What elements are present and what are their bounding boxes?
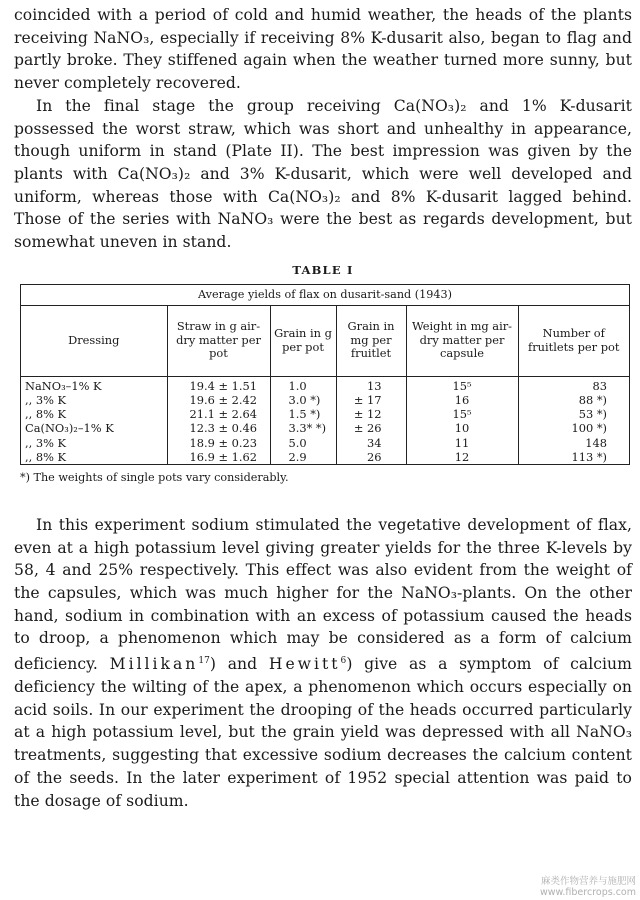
- document-page: [14, 4, 632, 812]
- table-row: [21, 450, 629, 464]
- cell-grain-pot: 1.0: [270, 376, 336, 393]
- author-hewitt: Hewitt: [268, 655, 341, 674]
- header-weight: Weight in mg air-dry matter per capsule: [406, 306, 518, 377]
- table-title: TABLE I: [292, 262, 354, 277]
- table-row: [21, 407, 629, 421]
- watermark-line-1: 麻类作物营养与施肥网: [540, 876, 636, 887]
- cell-weight: 10: [406, 421, 518, 435]
- table-body: [21, 376, 629, 464]
- header-straw: Straw in g air-dry matter per pot: [167, 306, 270, 377]
- cell-number: 53 *): [578, 407, 607, 422]
- table-caption: Average yields of flax on dusarit-sand (1943): [21, 285, 629, 306]
- cell-weight: 16: [406, 393, 518, 407]
- watermark-line-2: www.fibercrops.com: [539, 887, 636, 898]
- cell-dressing: ,, 3% K: [21, 436, 167, 450]
- cell-number: 148: [585, 435, 607, 450]
- cell-straw: 21.1 ± 2.64: [167, 407, 270, 421]
- paragraph-3-part-1: In this experiment sodium stimulated the vegetative development of flax, even at a high potassium level giving greater yields for the three K-levels by 58, 4 and 25% respectively. This effect was also evident from the weight of the capsules, which was much higher for the NaNO₃-plants. On the other hand, sodium in combination with an excess of potassium caused the heads to droop, a phenomenon which may be considered as a form of calcium deficiency.: [14, 515, 632, 674]
- cell-dressing: Ca(NO₃)₂–1% K: [21, 421, 167, 435]
- cell-dressing: NaNO₃–1% K: [21, 376, 167, 393]
- cell-straw: 19.4 ± 1.51: [167, 376, 270, 393]
- cell-weight: 15⁵: [406, 376, 518, 393]
- author-millikan: Millikan: [109, 655, 199, 674]
- table-row: [21, 436, 629, 450]
- cell-grain-pot: 1.5 *): [270, 407, 336, 421]
- paragraph-2: In the final stage the group receiving Ca(NO₃)₂ and 1% K-dusarit possessed the worst straw, which was short and unhealthy in appearance, though uniform in stand (Plate II). The best impression was given by the plants with Ca(NO₃)₂ and 3% K-dusarit, which were well developed and uniform, whereas those with Ca(NO₃)₂ and 8% K-dusarit lagged behind. Those of the series with NaNO₃ were the best as regards development, but somewhat uneven in stand.: [14, 96, 632, 252]
- cell-number: 88 *): [578, 392, 607, 407]
- cell-grain-pot: 3.3* *): [270, 421, 336, 435]
- yields-table: [21, 306, 629, 464]
- cell-grain-pot: 3.0 *): [270, 393, 336, 407]
- cell-number: 113 *): [571, 449, 607, 464]
- cell-grain-fruitlet: ± 17: [336, 393, 406, 407]
- cell-grain-pot: 2.9: [270, 450, 336, 464]
- watermark: [540, 876, 636, 898]
- cell-weight: 11: [406, 436, 518, 450]
- cell-straw: 12.3 ± 0.46: [167, 421, 270, 435]
- cell-number: 100 *): [571, 421, 607, 436]
- reference-17: 17: [198, 656, 210, 667]
- cell-grain-fruitlet: 26: [336, 450, 406, 464]
- cell-dressing: ,, 3% K: [21, 393, 167, 407]
- cell-grain-fruitlet: ± 12: [336, 407, 406, 421]
- table-row: [21, 421, 629, 435]
- cell-straw: 18.9 ± 0.23: [167, 436, 270, 450]
- header-grain-pot: Grain in g per pot: [270, 306, 336, 377]
- paragraph-3-mid: ) and: [209, 655, 269, 674]
- paragraph-3: [14, 514, 632, 812]
- cell-straw: 16.9 ± 1.62: [167, 450, 270, 464]
- table-row: [21, 393, 629, 407]
- paragraph-3-part-2: ) give as a symptom of calcium deficiency the wilting of the apex, a phenomenon which occurs especially on acid soils. In our experiment the drooping of the heads occurred particularly at a high potassium level, but the grain yield was depressed with all NaNO₃ treatments, suggesting that excessive sodium decreases the calcium content of the seeds. In the later experiment of 1952 special attention was paid to the dosage of sodium.: [14, 655, 632, 810]
- cell-grain-fruitlet: 34: [336, 436, 406, 450]
- table-header-row: [21, 306, 629, 377]
- cell-weight: 12: [406, 450, 518, 464]
- cell-dressing: ,, 8% K: [21, 407, 167, 421]
- reference-6: 6: [340, 656, 347, 667]
- yields-table-box: [20, 284, 630, 465]
- cell-grain-pot: 5.0: [270, 436, 336, 450]
- cell-straw: 19.6 ± 2.42: [167, 393, 270, 407]
- cell-number: 83: [592, 378, 607, 393]
- header-number: Number of fruitlets per pot: [518, 306, 629, 377]
- table-row: [21, 376, 629, 393]
- cell-grain-fruitlet: 13: [336, 376, 406, 393]
- paragraph-1: coincided with a period of cold and humid weather, the heads of the plants receiving NaNO₃, especially if receiving 8% K-dusarit also, began to flag and partly broke. They stiffened again when the weather turned more sunny, but never completely recovered.: [14, 6, 632, 93]
- cell-dressing: ,, 8% K: [21, 450, 167, 464]
- table-footnote: *) The weights of single pots vary considerably.: [20, 470, 289, 484]
- cell-grain-fruitlet: ± 26: [336, 421, 406, 435]
- cell-weight: 15⁵: [406, 407, 518, 421]
- header-dressing: Dressing: [21, 306, 167, 377]
- header-grain-fruitlet: Grain in mg per fruitlet: [336, 306, 406, 377]
